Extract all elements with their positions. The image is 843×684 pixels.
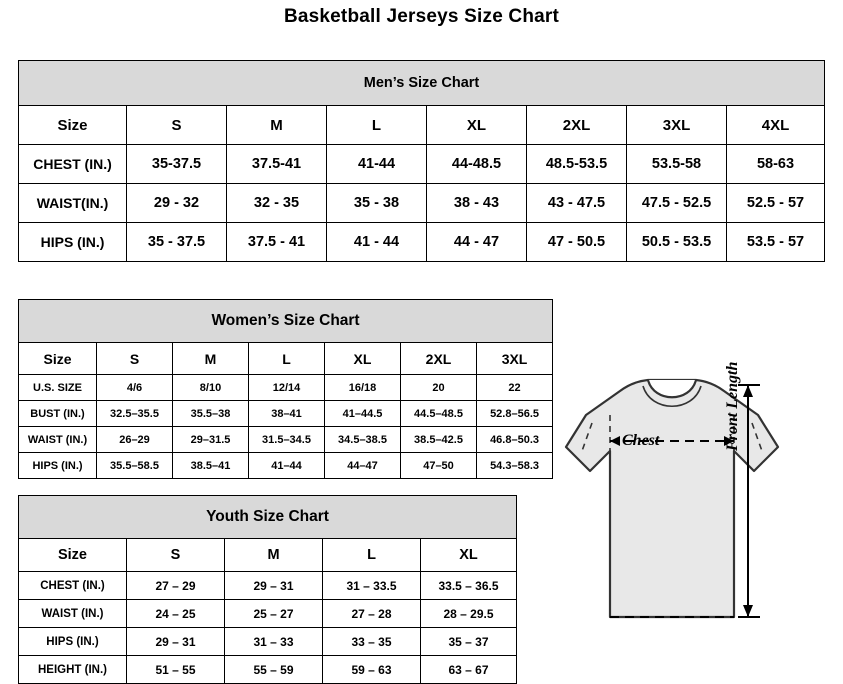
cell-chest-m: 29 – 31 (225, 572, 323, 600)
cell-chest-xl: 33.5 – 36.5 (421, 572, 517, 600)
cell-height-s: 51 – 55 (127, 656, 225, 684)
table-row (19, 600, 517, 628)
column-header-size: Size (19, 106, 127, 145)
cell-chest-s: 27 – 29 (127, 572, 225, 600)
cell-bust-s: 32.5–35.5 (97, 401, 173, 427)
cell-hips-xl: 44–47 (325, 453, 401, 479)
cell-hips-2xl: 47–50 (401, 453, 477, 479)
cell-waist-l: 27 – 28 (323, 600, 421, 628)
column-header-3xl: 3XL (477, 343, 553, 375)
cell-ussize-l: 12/14 (249, 375, 325, 401)
row-label-chest: CHEST (IN.) (19, 572, 127, 600)
mens-size-chart-table (18, 60, 825, 262)
row-label-chest: CHEST (IN.) (19, 145, 127, 184)
cell-ussize-xl: 16/18 (325, 375, 401, 401)
womens-size-chart-table (18, 299, 553, 479)
column-header-m: M (227, 106, 327, 145)
jersey-measurement-diagram (548, 355, 838, 673)
cell-hips-3xl: 54.3–58.3 (477, 453, 553, 479)
cell-waist-4xl: 52.5 - 57 (727, 184, 825, 223)
cell-height-xl: 63 – 67 (421, 656, 517, 684)
cell-waist-xl: 34.5–38.5 (325, 427, 401, 453)
cell-hips-m: 37.5 - 41 (227, 223, 327, 262)
cell-chest-l: 31 – 33.5 (323, 572, 421, 600)
table-row (19, 628, 517, 656)
mens-chart-caption: Men’s Size Chart (19, 61, 825, 106)
row-label-height: HEIGHT (IN.) (19, 656, 127, 684)
cell-chest-l: 41-44 (327, 145, 427, 184)
table-header-row (19, 343, 553, 375)
cell-waist-l: 35 - 38 (327, 184, 427, 223)
cell-bust-m: 35.5–38 (173, 401, 249, 427)
cell-ussize-2xl: 20 (401, 375, 477, 401)
row-label-us-size: U.S. SIZE (19, 375, 97, 401)
row-label-waist: WAIST (IN.) (19, 427, 97, 453)
cell-hips-3xl: 50.5 - 53.5 (627, 223, 727, 262)
cell-waist-l: 31.5–34.5 (249, 427, 325, 453)
table-row (19, 401, 553, 427)
cell-chest-xl: 44-48.5 (427, 145, 527, 184)
youth-chart-caption: Youth Size Chart (19, 496, 517, 539)
cell-waist-m: 32 - 35 (227, 184, 327, 223)
cell-hips-xl: 44 - 47 (427, 223, 527, 262)
cell-chest-s: 35-37.5 (127, 145, 227, 184)
cell-bust-3xl: 52.8–56.5 (477, 401, 553, 427)
table-caption-row (19, 496, 517, 539)
table-header-row (19, 106, 825, 145)
column-header-m: M (173, 343, 249, 375)
page-title: Basketball Jerseys Size Chart (283, 6, 560, 27)
row-label-hips: HIPS (IN.) (19, 628, 127, 656)
column-header-s: S (127, 539, 225, 572)
cell-hips-m: 38.5–41 (173, 453, 249, 479)
jersey-outline-icon (548, 355, 838, 673)
row-label-bust: BUST (IN.) (19, 401, 97, 427)
cell-hips-2xl: 47 - 50.5 (527, 223, 627, 262)
cell-hips-l: 33 – 35 (323, 628, 421, 656)
table-header-row (19, 539, 517, 572)
cell-hips-m: 31 – 33 (225, 628, 323, 656)
cell-waist-s: 26–29 (97, 427, 173, 453)
cell-bust-2xl: 44.5–48.5 (401, 401, 477, 427)
cell-chest-3xl: 53.5-58 (627, 145, 727, 184)
cell-waist-s: 24 – 25 (127, 600, 225, 628)
column-header-size: Size (19, 539, 127, 572)
cell-hips-s: 29 – 31 (127, 628, 225, 656)
cell-chest-4xl: 58-63 (727, 145, 825, 184)
column-header-s: S (97, 343, 173, 375)
row-label-waist: WAIST(IN.) (19, 184, 127, 223)
column-header-size: Size (19, 343, 97, 375)
cell-hips-s: 35 - 37.5 (127, 223, 227, 262)
cell-ussize-m: 8/10 (173, 375, 249, 401)
cell-hips-l: 41–44 (249, 453, 325, 479)
cell-hips-s: 35.5–58.5 (97, 453, 173, 479)
table-row (19, 453, 553, 479)
cell-height-m: 55 – 59 (225, 656, 323, 684)
column-header-3xl: 3XL (627, 106, 727, 145)
row-label-hips: HIPS (IN.) (19, 453, 97, 479)
cell-hips-xl: 35 – 37 (421, 628, 517, 656)
table-row (19, 656, 517, 684)
row-label-hips: HIPS (IN.) (19, 223, 127, 262)
column-header-l: L (249, 343, 325, 375)
column-header-l: L (327, 106, 427, 145)
cell-waist-m: 25 – 27 (225, 600, 323, 628)
row-label-waist: WAIST (IN.) (19, 600, 127, 628)
cell-chest-m: 37.5-41 (227, 145, 327, 184)
column-header-xl: XL (421, 539, 517, 572)
cell-waist-3xl: 47.5 - 52.5 (627, 184, 727, 223)
youth-size-chart-table (18, 495, 517, 684)
table-caption-row (19, 61, 825, 106)
column-header-m: M (225, 539, 323, 572)
womens-chart-caption: Women’s Size Chart (19, 300, 553, 343)
column-header-l: L (323, 539, 421, 572)
column-header-2xl: 2XL (401, 343, 477, 375)
cell-waist-s: 29 - 32 (127, 184, 227, 223)
cell-ussize-s: 4/6 (97, 375, 173, 401)
table-row (19, 427, 553, 453)
table-row (19, 223, 825, 262)
cell-bust-l: 38–41 (249, 401, 325, 427)
cell-hips-4xl: 53.5 - 57 (727, 223, 825, 262)
column-header-xl: XL (325, 343, 401, 375)
front-length-measure-label: Front Length (724, 361, 741, 451)
cell-waist-xl: 28 – 29.5 (421, 600, 517, 628)
cell-bust-xl: 41–44.5 (325, 401, 401, 427)
cell-waist-2xl: 38.5–42.5 (401, 427, 477, 453)
column-header-s: S (127, 106, 227, 145)
cell-waist-m: 29–31.5 (173, 427, 249, 453)
cell-waist-2xl: 43 - 47.5 (527, 184, 627, 223)
table-row (19, 375, 553, 401)
cell-chest-2xl: 48.5-53.5 (527, 145, 627, 184)
column-header-xl: XL (427, 106, 527, 145)
column-header-2xl: 2XL (527, 106, 627, 145)
table-row (19, 572, 517, 600)
cell-ussize-3xl: 22 (477, 375, 553, 401)
chest-measure-label: Chest (622, 432, 660, 449)
column-header-4xl: 4XL (727, 106, 825, 145)
cell-waist-3xl: 46.8–50.3 (477, 427, 553, 453)
cell-hips-l: 41 - 44 (327, 223, 427, 262)
table-row (19, 145, 825, 184)
cell-height-l: 59 – 63 (323, 656, 421, 684)
table-row (19, 184, 825, 223)
cell-waist-xl: 38 - 43 (427, 184, 527, 223)
table-caption-row (19, 300, 553, 343)
